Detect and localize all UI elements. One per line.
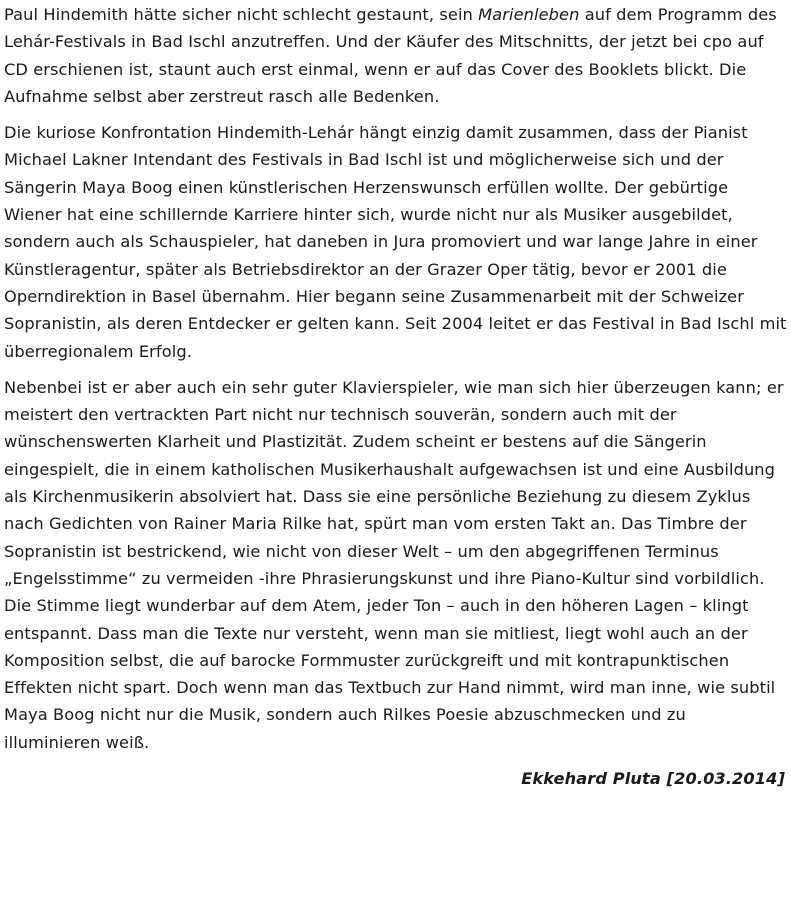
paragraph-1-intro: Paul Hindemith hätte sicher nicht schlecht gestaunt, sein [4, 5, 479, 24]
paragraph-3: Nebenbei ist er aber auch ein sehr guter Klavierspieler, wie man sich hier überzeugen kann; er meistert den vertrackten Part nicht nur technisch souverän, sondern auch mit der wünschenswerten Klarheit und Plastizität. Zudem scheint er bestens auf die Sängerin eingespielt, die in einem katholischen Musikerhaushalt aufgewachsen ist und eine Ausbildung als Kirchenmusikerin absolviert hat. Dass sie eine persönliche Beziehung zu diesem Zyklus nach Gedichten von Rainer Maria Rilke hat, spürt man vom ersten Takt an. Das Timbre der Sopranistin ist bestrickend, wie nicht von dieser Welt – um den abgegriffenen Terminus „Engelsstimme“ zu vermeiden -ihre Phrasierungskunst und ihre Piano-Kultur sind vorbildlich. Die Stimme liegt wunderbar auf dem Atem, jeder Ton – auch in den höheren Lagen – klingt entspannt. Dass man die Texte nur versteht, wenn man sie mitliest, liegt wohl auch an der Komposition selbst, die auf barocke Formmuster zurückgreift und mit kontrapunktischen Effekten nicht spart. Doch wenn man das Textbuch zur Hand nimmt, wird man inne, wie subtil Maya Boog nicht nur die Musik, sondern auch Rilkes Poesie abzuschmecken und zu illuminieren weiß. [4, 377, 784, 752]
paragraph-1 [4, 1, 787, 110]
paragraph-2: Die kuriose Konfrontation Hindemith-Lehár hängt einzig damit zusammen, dass der Pianist Michael Lakner Intendant des Festivals in Bad Ischl ist und möglicherweise sich und der Sängerin Maya Boog einen künstlerischen Herzenswunsch erfüllen wollte. Der gebürtige Wiener hat eine schillernde Karriere hinter sich, wurde nicht nur als Musiker ausgebildet, sondern auch als Schauspieler, hat daneben in Jura promoviert und war lange Jahre in einer Künstleragentur, später als Betriebsdirektor an der Grazer Oper tätig, bevor er 2001 die Operndirektion in Basel übernahm. Hier begann seine Zusammenarbeit mit der Schweizer Sopranistin, als deren Entdecker er gelten kann. Seit 2004 leitet er das Festival in Bad Ischl mit überregionalem Erfolg. [4, 123, 787, 361]
work-title: Marienleben [478, 5, 580, 24]
paragraph-1-rest: auf dem Programm des Lehár-Festivals in Bad Ischl anzutreffen. Und der Käufer des Mitschnitts, der jetzt bei cpo auf CD erschienen ist, staunt auch erst einmal, wenn er auf das Cover des Booklets blickt. Die Aufnahme selbst aber zerstreut rasch alle Bedenken. [4, 5, 777, 106]
author-signature: Ekkehard Pluta [20.03.2014] [521, 769, 785, 789]
